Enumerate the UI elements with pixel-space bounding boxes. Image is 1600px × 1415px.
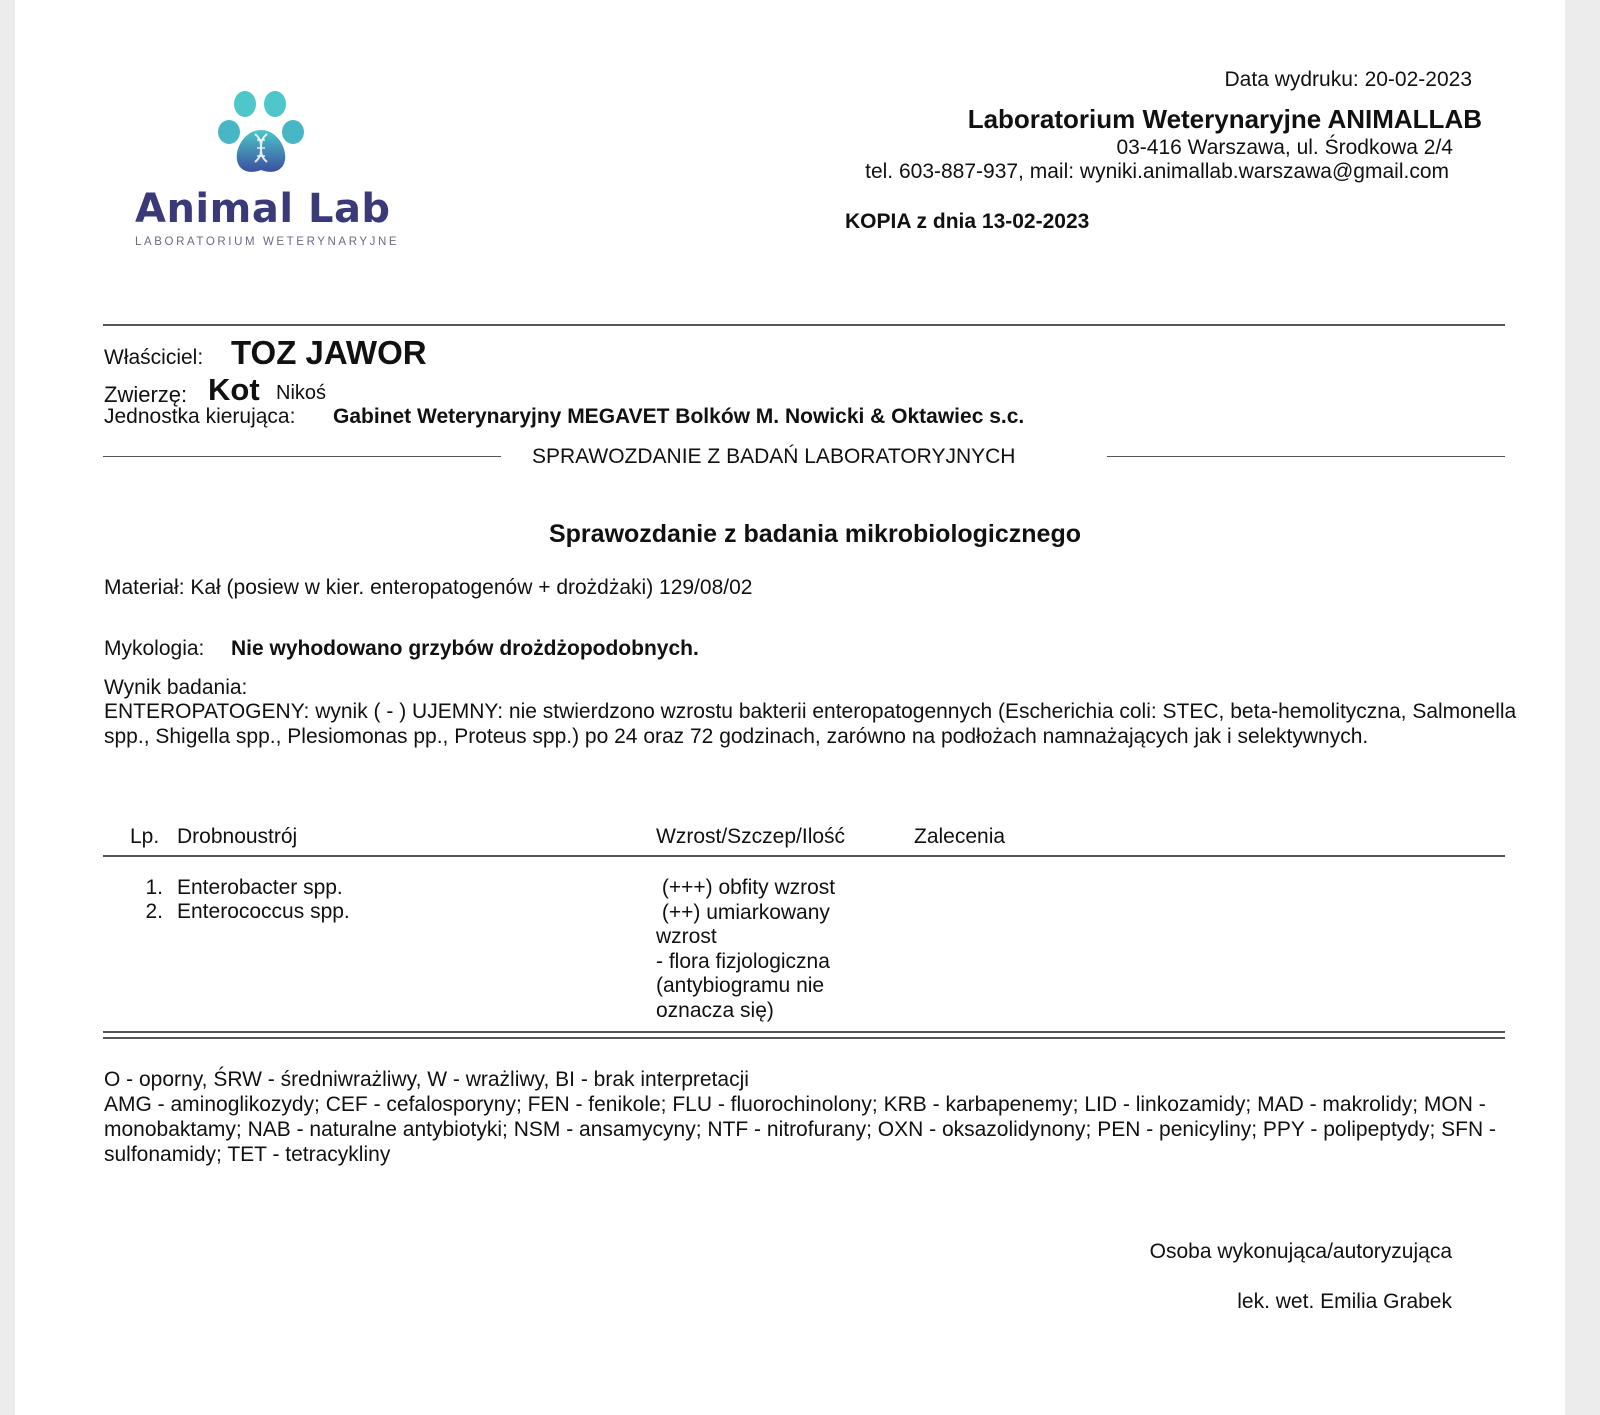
legend-line: AMG - aminoglikozydy; CEF - cefalosporyny; FEN - fenikole; FLU - fluorochinolony; KRB - karbapenemy; LID - linkozamidy; MAD - makrolidy; MON - monobaktamy; NAB - naturalne antybiotyki; NSM - ansamycyny; NTF - nitrofurany; OXN - oksazolidynony; PEN - penicyliny; PPY - polipeptydy; SFN - sulfonamidy; TET - tetracykliny (104, 1093, 1496, 1166)
table-row-organism: Enterococcus spp. (177, 900, 350, 923)
section-divider-left (103, 456, 501, 457)
growth-line: (++) umiarkowany wzrost (656, 900, 836, 948)
result-text: ENTEROPATOGENY: wynik ( - ) UJEMNY: nie stwierdzono wzrostu bakterii enteropatogennych (Escherichia coli: STEC, beta-hemolityczna, Salmonella spp., Shigella spp., Plesiomonas pp., Proteus spp.) po 24 oraz 72 godzinach, zarówno na podłożach namnażających jak i selektywnych. (104, 700, 1517, 748)
lab-logo (135, 90, 405, 255)
owner-label: Właściciel: (104, 346, 204, 369)
signature-name: lek. wet. Emilia Grabek (1237, 1290, 1452, 1313)
table-header-recommendations: Zalecenia (914, 825, 1006, 848)
table-header-divider (103, 855, 1505, 857)
signature-role: Osoba wykonująca/autoryzująca (1149, 1240, 1452, 1263)
section-divider-right (1107, 456, 1505, 457)
animal-name: Nikoś (276, 382, 327, 404)
table-footer-divider-2 (103, 1037, 1505, 1039)
table-header-growth: Wzrost/Szczep/Ilość (656, 825, 846, 848)
mycology-value: Nie wyhodowano grzybów drożdżopodobnych. (231, 637, 699, 660)
table-row-lp: 2. (145, 900, 163, 923)
table-row-lp: 1. (145, 876, 163, 899)
owner-value: TOZ JAWOR (231, 334, 427, 371)
legend-line: O - oporny, ŚRW - średniwrażliwy, W - wrażliwy, BI - brak interpretacji (104, 1068, 749, 1091)
section-title: SPRAWOZDANIE Z BADAŃ LABORATORYJNYCH (532, 445, 1016, 468)
growth-cell (656, 876, 871, 1023)
lab-address: 03-416 Warszawa, ul. Środkowa 2/4 (1116, 136, 1453, 159)
header-divider (103, 324, 1505, 326)
mycology-label: Mykologia: (104, 637, 205, 660)
paw-dna-icon (217, 90, 317, 180)
material-line: Materiał: Kał (posiew w kier. enteropatogenów + drożdżaki) 129/08/02 (104, 576, 753, 599)
growth-line: (+++) obfity wzrost (656, 876, 836, 899)
table-header-lp: Lp. (130, 825, 160, 848)
species-value: Kot (208, 372, 260, 407)
result-label: Wynik badania: (104, 676, 248, 699)
table-row-organism: Enterobacter spp. (177, 876, 343, 899)
logo-name: Animal Lab (135, 186, 391, 232)
document-page (15, 0, 1565, 1415)
logo-subtitle: LABORATORIUM WETERYNARYJNE (135, 236, 400, 248)
table-header-organism: Drobnoustrój (177, 825, 298, 848)
table-footer-divider-1 (103, 1031, 1505, 1033)
print-date: Data wydruku: 20-02-2023 (1224, 68, 1472, 91)
lab-name: Laboratorium Weterynaryjne ANIMALLAB (967, 104, 1482, 134)
animal-label: Zwierzę: (104, 382, 188, 407)
abbreviation-legend (104, 1067, 1524, 1167)
growth-line: - flora fizjologiczna (antybiogramu nie oznacza się) (656, 949, 830, 1022)
lab-contact: tel. 603-887-937, mail: wyniki.animallab.warszawa@gmail.com (865, 160, 1449, 183)
copy-note: KOPIA z dnia 13-02-2023 (845, 210, 1090, 233)
referring-unit-value: Gabinet Weterynaryjny MEGAVET Bolków M. Nowicki & Oktawiec s.c. (333, 405, 1025, 428)
referring-unit-label: Jednostka kierująca: (104, 405, 296, 428)
report-title: Sprawozdanie z badania mikrobiologicznego (548, 520, 1082, 548)
